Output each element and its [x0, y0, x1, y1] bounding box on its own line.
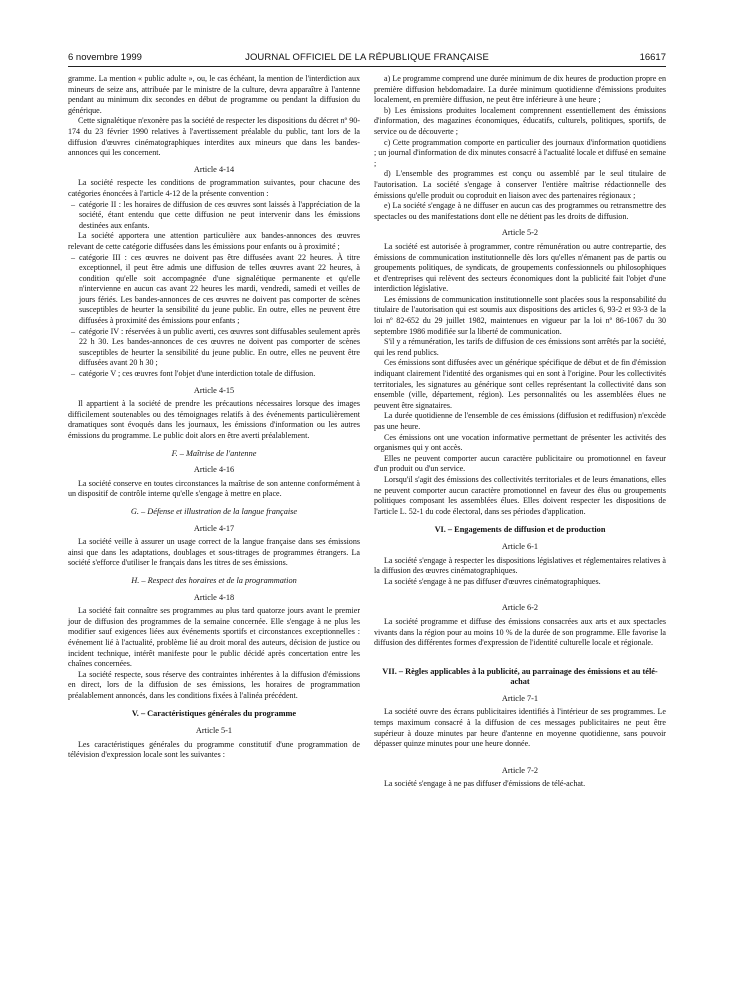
list-item: – catégorie V ; ces œuvres font l'objet d'une interdiction totale de diffusion.	[68, 369, 360, 380]
section-heading	[68, 576, 360, 587]
article-heading: Article 6-1	[501, 541, 539, 551]
article-heading: Article 4-14	[193, 164, 235, 174]
section-heading-text: F. – Maîtrise de l'antenne	[171, 448, 257, 458]
paragraph: Les caractéristiques générales du programme constitutif d'une programmation de télévision d'expression locale sont les suivantes :	[68, 739, 360, 760]
paragraph: Cette signalétique n'exonère pas la société de respecter les dispositions du décret nº 90-174 du 23 février 1990 relatives à l'avertissement préalable du public, tant lors de la diffusion d'œuvres cinématographiques interdites aux mineurs que dans les bandes-annonces qui les concernent.	[68, 116, 360, 158]
article-heading: Article 7-1	[501, 693, 539, 703]
paragraph: e) La société s'engage à ne diffuser en aucun cas des programmes ou retransmettre des spectacles ou des manifestations dont elle ne détient pas les droits de diffusion.	[374, 201, 666, 221]
section-heading-text: H. – Respect des horaires et de la programmation	[131, 575, 297, 585]
page-header	[68, 50, 666, 67]
paragraph: La société respecte, sous réserve des contraintes inhérentes à la diffusion d'émissions en direct, lors de la diffusion de ses émissions, les horaires de programmation préalablement annoncés, dans les conditions fixées à l'alinéa précédent.	[68, 669, 360, 700]
paragraph: La société s'engage à respecter les dispositions législatives et réglementaires relatives à la diffusion des œuvres cinématographiques.	[374, 555, 666, 576]
list-item: – catégorie II : les horaires de diffusion de ces œuvres sont laissés à l'appréciation de la société, étant entendu que cette diffusion ne peut intervenir dans les émissions destinées aux enfants.	[68, 200, 360, 232]
paragraph: La société programme et diffuse des émissions consacrées aux arts et aux spectacles vivants dans la région pour au moins 10 % de la durée de son programme. Elle favorise la diffusion des différentes formes d'expression de l'identité culturelle locale et régionale.	[374, 616, 666, 648]
section-heading	[68, 507, 360, 518]
left-column	[68, 74, 360, 761]
paragraph: a) Le programme comprend une durée minimum de dix heures de production propre en première diffusion hebdomadaire. La durée minimum quotidienne d'émissions produites localement, en première diffusion, ne peut être inférieure à une heure ;	[374, 74, 666, 105]
section-heading: V. – Caractéristiques générales du programme	[131, 709, 297, 719]
section-heading-text: G. – Défense et illustration de la langue française	[130, 506, 298, 516]
header-page-number: 16617	[639, 52, 666, 63]
paragraph: c) Cette programmation comporte en particulier des journaux d'information quotidiens ; un journal d'information de dix minutes consacré à l'actualité locale et diffusé en semaine ;	[374, 137, 666, 168]
paragraph: Ces émissions ont une vocation informative permettant de présenter les activités des organismes qui y ont accès.	[374, 432, 666, 453]
article-heading: Article 7-2	[501, 765, 539, 775]
paragraph: Ces émissions sont diffusées avec un générique spécifique de début et de fin d'émission indiquant clairement l'identité des organismes qui en sont à l'origine. Pour les collectivités territoriales, les signatures au générique sont celles représentant la collectivité dans son ensemble (ville, département, région). Les personnalités ou les assemblées élues ne peuvent être signataires.	[374, 358, 666, 410]
article-heading: Article 5-1	[195, 726, 233, 736]
article-heading: Article 4-15	[193, 385, 235, 395]
paragraph: d) L'ensemble des programmes est conçu ou assemblé par le seul titulaire de l'autorisation. La société s'engage à conserver l'entière maîtrise rédactionnelle des émissions qu'elle produit ou coproduit en liaison avec des partenaires régionaux ;	[374, 169, 666, 200]
paragraph: La société ouvre des écrans publicitaires identifiés à l'intérieur de ses programmes. Le temps maximum consacré à la diffusion de ces messages publicitaires ne peut être supérieur à douze minutes par heure d'antenne en moyenne quotidienne, sans pouvoir dépasser quinze minutes pour une heure donnée.	[374, 707, 666, 749]
article-heading: Article 4-18	[193, 592, 235, 602]
paragraph: Lorsqu'il s'agit des émissions des collectivités territoriales et de leurs émanations, elles ne peuvent comporter aucun caractère promotionnel en faveur des élus ou groupements politiques composant les assemblées élues. Elles doivent respecter les dispositions de l'article L. 52-1 du code électoral, dans ses périodes d'application.	[374, 474, 666, 516]
paragraph: b) Les émissions produites localement comprennent essentiellement des émissions d'information, des magazines économiques, éducatifs, culturels, politiques, sportifs, de service ou de découverte ;	[374, 105, 666, 136]
paragraph: gramme. La mention « public adulte », ou, le cas échéant, la mention de l'interdiction aux mineurs de seize ans, attribuée par le ministre de la culture, devra apparaître à l'antenne pendant au minimum dix secondes en début de programme ou pendant la diffusion du générique.	[68, 74, 360, 115]
article-heading: Article 4-17	[193, 523, 235, 533]
paragraph: Elles ne peuvent comporter aucun caractère publicitaire ou promotionnel en faveur d'un produit ou d'un service.	[374, 453, 666, 474]
article-heading: Article 5-2	[501, 228, 539, 238]
paragraph: La société s'engage à ne pas diffuser d'émissions de télé-achat.	[384, 779, 586, 789]
list-item: – catégorie III : ces œuvres ne doivent pas être diffusées avant 22 heures. À titre exceptionnel, il peut être admis une diffusion de telles œuvres avant 22 heures, à condition qu'elle soit accompagnée d'une signalétique permanente et qu'elle n'intervienne en aucun cas avant 22 heures les mardi, vendredi, samedi et veilles de jours fériés. Les bandes-annonces de ces œuvres ne doivent pas comporter de scènes susceptibles de heurter la sensibilité du jeune public. En outre, elles ne peuvent être diffusées à proximité des émissions pour enfants ;	[68, 253, 360, 327]
paragraph: La société fait connaître ses programmes au plus tard quatorze jours avant le premier jour de diffusion des programmes de la semaine concernée. Elle s'engage à ne plus les modifier sauf exigences liées aux événements sportifs et circonstances exceptionnelles : événement lié à l'actualité, problème lié au droit moral des auteurs, décision de justice ou incident technique, intérêt manifeste pour le public décidé après concertation entre les chaînes concernées.	[68, 606, 360, 669]
section-heading: VI. – Engagements de diffusion et de production	[434, 525, 606, 535]
paragraph: La société est autorisée à programmer, contre rémunération ou autre contrepartie, des émissions de communication institutionnelle dès lors qu'elles n'émanent pas de partis ou groupements politiques, de syndicats, de groupements confessionnels ou philosophiques et d'entreprises qui relèvent des secteurs économiques dont la publicité fait l'objet d'une interdiction législative.	[374, 241, 666, 294]
paragraph: La durée quotidienne de l'ensemble de ces émissions (diffusion et rediffusion) n'excède pas une heure.	[374, 411, 666, 431]
list-item: – catégorie IV : réservées à un public averti, ces œuvres sont diffusables seulement après 22 h 30. Les bandes-annonces de ces œuvres ne doivent pas comporter de scènes susceptibles de heurter la sensibilité du jeune public. En outre, elles ne peuvent être diffusées avant 20 h 30 ;	[68, 327, 360, 369]
paragraph: Les émissions de communication institutionnelle sont placées sous la responsabilité du titulaire de l'autorisation qui est soumis aux dispositions des articles 6, 93-2 et 93-3 de la loi nº 82-652 du 29 juillet 1982, maintenues en vigueur par la loi nº 86-1067 du 30 septembre 1986 modifiée sur la liberté de communication.	[374, 294, 666, 336]
paragraph: La société respecte les conditions de programmation suivantes, pour chacune des catégories énoncées à l'article 4-12 de la présente convention :	[68, 178, 360, 198]
paragraph: Il appartient à la société de prendre les précautions nécessaires lorsque des images difficilement soutenables ou des témoignages relatifs à des événements particulièrement dramatiques sont évoqués dans les journaux, les émissions d'information ou les autres émissions du programme. Le public doit alors en être averti préalablement.	[68, 399, 360, 440]
right-column	[374, 74, 666, 790]
paragraph: La société veille à assurer un usage correct de la langue française dans ses émissions ainsi que dans les adaptations, doublages et sous-titrages de programmes étrangers. La société s'efforce d'utiliser le français dans les titres de ses émissions.	[68, 537, 360, 568]
paragraph: La société apportera une attention particulière aux bandes-annonces des œuvres relevant de cette catégorie diffusées dans les émissions pour enfants ou à proximité ;	[68, 231, 360, 251]
section-heading	[68, 449, 360, 460]
header-date: 6 novembre 1999	[68, 52, 142, 63]
header-title: JOURNAL OFFICIEL DE LA RÉPUBLIQUE FRANÇAISE	[245, 52, 489, 63]
article-heading: Article 6-2	[501, 603, 539, 613]
paragraph: La société s'engage à ne pas diffuser d'œuvres cinématographiques.	[384, 576, 601, 586]
paragraph: S'il y a rémunération, les tarifs de diffusion de ces émissions sont arrêtés par la société, qui les rend publics.	[374, 337, 666, 357]
paragraph: La société conserve en toutes circonstances la maîtrise de son antenne conformément à un dispositif de contrôle interne qu'elle s'engage à mettre en place.	[68, 478, 360, 499]
article-heading: Article 4-16	[193, 465, 235, 475]
section-heading: VII. – Règles applicables à la publicité, au parrainage des émissions et au télé-achat	[382, 666, 658, 687]
